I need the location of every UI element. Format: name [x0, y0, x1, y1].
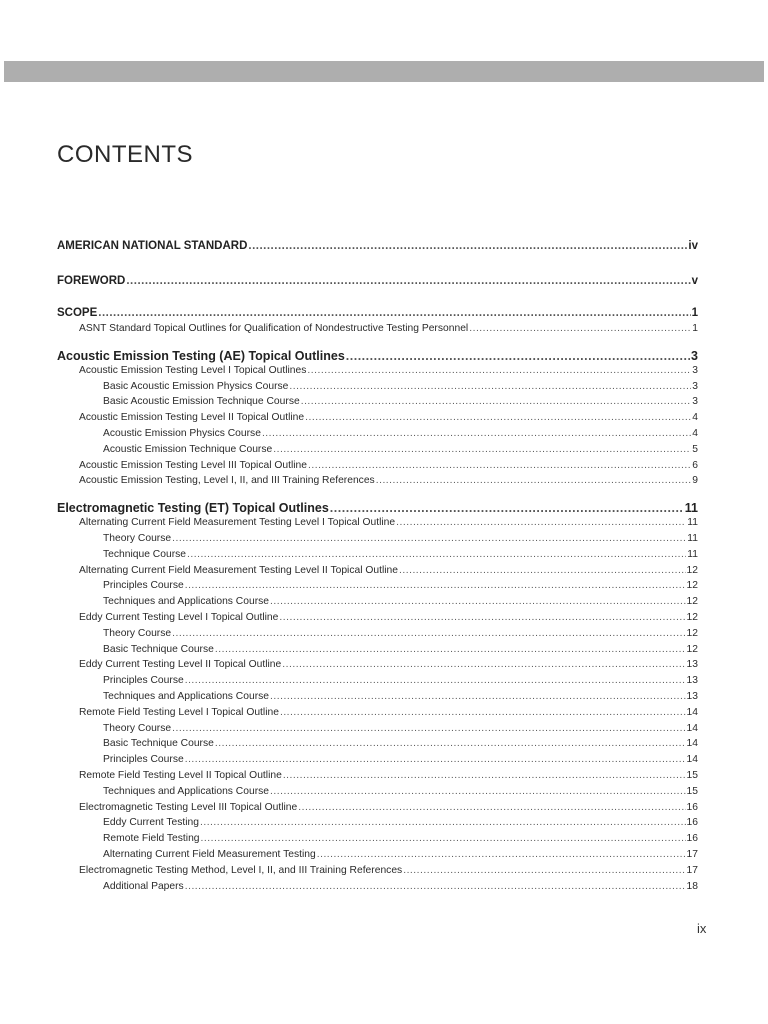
toc-leader-dots	[262, 428, 691, 439]
toc-leader-dots	[279, 612, 685, 623]
toc-entry-title: Alternating Current Field Measurement Testing	[103, 848, 316, 860]
toc-entry[interactable]	[57, 396, 698, 412]
toc-entry-title: Remote Field Testing Level I Topical Outline	[79, 706, 279, 718]
toc-entry-page: 15	[686, 769, 698, 781]
toc-leader-dots	[298, 802, 685, 813]
toc-leader-dots	[305, 412, 691, 423]
toc-leader-dots	[215, 644, 686, 655]
toc-entry[interactable]	[57, 659, 698, 675]
toc-leader-dots	[187, 549, 686, 560]
toc-leader-dots	[270, 596, 686, 607]
toc-leader-dots	[283, 770, 686, 781]
toc-entry[interactable]	[57, 460, 698, 476]
toc-entry-page: 11	[687, 532, 698, 544]
page-number: ix	[697, 921, 707, 936]
toc-entry-page: 4	[692, 412, 698, 424]
toc-leader-dots	[200, 817, 686, 828]
toc-leader-dots	[289, 381, 691, 392]
toc-entry-page: 12	[686, 611, 698, 623]
toc-entry-title: Eddy Current Testing	[103, 817, 199, 829]
toc-leader-dots	[126, 275, 690, 287]
toc-entry-title: Basic Acoustic Emission Technique Course	[103, 396, 300, 408]
toc-leader-dots	[282, 659, 685, 670]
toc-entry-page: 14	[686, 722, 698, 734]
toc-entry[interactable]	[57, 307, 698, 323]
toc-entry-title: Techniques and Applications Course	[103, 690, 270, 702]
toc-entry-page: 12	[686, 643, 698, 655]
toc-entry-title: Theory Course	[103, 722, 172, 734]
toc-entry[interactable]	[57, 580, 698, 596]
toc-entry[interactable]	[57, 565, 698, 581]
toc-entry-page: 6	[692, 459, 698, 471]
header-band	[4, 61, 764, 82]
toc-leader-dots	[215, 738, 686, 749]
toc-entry-page: iv	[688, 240, 698, 252]
toc-entry[interactable]	[57, 802, 698, 818]
toc-entry-title: Remote Field Testing	[103, 833, 200, 845]
toc-entry-title: Acoustic Emission Physics Course	[103, 427, 261, 439]
toc-entry-page: v	[691, 275, 698, 287]
toc-entry-page: 14	[686, 738, 698, 750]
toc-entry[interactable]	[57, 675, 698, 691]
toc-leader-dots	[185, 580, 686, 591]
toc-entry-page: 1	[692, 323, 698, 334]
toc-entry-title: Acoustic Emission Testing Level II Topical Outline	[79, 412, 305, 424]
toc-entry[interactable]	[57, 323, 698, 339]
toc-entry[interactable]	[57, 412, 698, 428]
toc-entry-title: Basic Technique Course	[103, 738, 214, 750]
toc-entry-title: Acoustic Emission Technique Course	[103, 443, 273, 455]
toc-entry[interactable]	[57, 723, 698, 739]
toc-entry-title: Technique Course	[103, 548, 186, 560]
toc-entry-page: 16	[686, 801, 698, 813]
toc-leader-dots	[307, 365, 691, 376]
toc-entry[interactable]	[57, 349, 698, 365]
toc-leader-dots	[185, 881, 686, 892]
toc-entry-title: Acoustic Emission Testing, Level I, II, and III Training References	[79, 475, 375, 487]
toc-entry-title: Techniques and Applications Course	[103, 596, 270, 608]
toc-leader-dots	[201, 833, 686, 844]
page-title: CONTENTS	[57, 141, 193, 168]
toc-entry-page: 18	[686, 880, 698, 892]
toc-entry[interactable]	[57, 691, 698, 707]
table-of-contents	[57, 240, 698, 896]
toc-entry-page: 11	[687, 548, 698, 560]
toc-entry[interactable]	[57, 644, 698, 660]
toc-leader-dots	[270, 691, 686, 702]
toc-leader-dots	[185, 754, 686, 765]
toc-entry-page: 12	[686, 580, 698, 592]
toc-entry-title: Electromagnetic Testing Level III Topical Outline	[79, 801, 298, 813]
toc-entry-page: 12	[686, 596, 698, 608]
toc-entry-page: 12	[686, 627, 698, 639]
toc-entry-title: Techniques and Applications Course	[103, 785, 270, 797]
toc-entry[interactable]	[57, 240, 698, 256]
toc-entry-page: 3	[692, 380, 698, 392]
toc-entry-title: Eddy Current Testing Level II Topical Outline	[79, 659, 282, 671]
toc-entry-title: FOREWORD	[57, 275, 126, 287]
toc-entry-page: 17	[686, 848, 698, 860]
toc-entry[interactable]	[57, 786, 698, 802]
toc-entry[interactable]	[57, 365, 698, 381]
toc-entry[interactable]	[57, 275, 698, 291]
toc-entry[interactable]	[57, 428, 698, 444]
toc-entry-title: Principles Course	[103, 675, 184, 687]
toc-entry-page: 11	[687, 517, 698, 529]
toc-entry-page: 4	[692, 427, 698, 439]
toc-entry-title: Acoustic Emission Testing Level I Topical Outlines	[79, 364, 307, 376]
toc-leader-dots	[172, 628, 685, 639]
toc-leader-dots	[469, 323, 691, 334]
toc-leader-dots	[270, 786, 686, 797]
toc-entry-title: Principles Course	[103, 580, 184, 592]
toc-entry[interactable]	[57, 770, 698, 786]
toc-entry-page: 16	[686, 817, 698, 829]
toc-entry-page: 3	[692, 396, 698, 408]
toc-entry[interactable]	[57, 833, 698, 849]
toc-leader-dots	[330, 501, 684, 515]
toc-leader-dots	[403, 865, 685, 876]
toc-leader-dots	[280, 707, 686, 718]
toc-leader-dots	[346, 349, 690, 363]
toc-entry-page: 16	[686, 833, 698, 845]
toc-entry-page: 9	[692, 475, 698, 487]
toc-entry-title: Basic Acoustic Emission Physics Course	[103, 380, 289, 392]
toc-entry-page: 15	[686, 785, 698, 797]
toc-entry-page: 14	[686, 706, 698, 718]
toc-entry-title: Eddy Current Testing Level I Topical Outline	[79, 611, 279, 623]
toc-entry[interactable]	[57, 381, 698, 397]
toc-leader-dots	[273, 444, 691, 455]
toc-entry-page: 17	[686, 864, 698, 876]
toc-entry-page: 13	[686, 659, 698, 671]
toc-leader-dots	[317, 849, 686, 860]
toc-leader-dots	[172, 533, 686, 544]
toc-entry-title: Theory Course	[103, 532, 172, 544]
toc-entry-page: 14	[686, 754, 698, 766]
toc-entry-page: 1	[691, 307, 698, 319]
toc-leader-dots	[248, 240, 687, 252]
toc-entry[interactable]	[57, 444, 698, 460]
toc-leader-dots	[172, 723, 685, 734]
toc-entry-title: Remote Field Testing Level II Topical Outline	[79, 769, 282, 781]
toc-entry-page: 3	[691, 348, 698, 363]
toc-entry-page: 3	[692, 364, 698, 376]
toc-entry[interactable]	[57, 628, 698, 644]
toc-leader-dots	[396, 517, 686, 528]
toc-leader-dots	[399, 565, 686, 576]
toc-entry-page: 5	[692, 443, 698, 455]
toc-entry[interactable]	[57, 817, 698, 833]
toc-entry-title: Principles Course	[103, 754, 184, 766]
toc-entry-title: ASNT Standard Topical Outlines for Qualification of Nondestructive Testing Personnel	[79, 323, 469, 334]
toc-entry[interactable]	[57, 475, 698, 491]
toc-leader-dots	[301, 396, 692, 407]
toc-entry[interactable]	[57, 517, 698, 533]
toc-entry-page: 11	[684, 501, 698, 516]
toc-entry[interactable]	[57, 596, 698, 612]
toc-entry[interactable]	[57, 865, 698, 881]
toc-entry[interactable]	[57, 707, 698, 723]
toc-entry[interactable]	[57, 533, 698, 549]
toc-entry-title: SCOPE	[57, 307, 98, 319]
toc-entry-title: Additional Papers	[103, 880, 184, 892]
toc-leader-dots	[185, 675, 686, 686]
toc-entry[interactable]	[57, 738, 698, 754]
toc-entry[interactable]	[57, 549, 698, 565]
toc-entry-page: 13	[686, 690, 698, 702]
toc-entry-title: Theory Course	[103, 627, 172, 639]
toc-leader-dots	[98, 307, 690, 319]
toc-entry-title: AMERICAN NATIONAL STANDARD	[57, 240, 248, 252]
toc-entry[interactable]	[57, 881, 698, 897]
toc-leader-dots	[376, 475, 692, 486]
toc-entry-title: Alternating Current Field Measurement Testing Level I Topical Outline	[79, 517, 396, 529]
toc-entry[interactable]	[57, 501, 698, 517]
toc-entry-title: Electromagnetic Testing (ET) Topical Outlines	[57, 501, 329, 516]
toc-entry-title: Alternating Current Field Measurement Testing Level II Topical Outline	[79, 564, 398, 576]
toc-entry-page: 12	[686, 564, 698, 576]
toc-entry[interactable]	[57, 612, 698, 628]
toc-entry-title: Acoustic Emission Testing Level III Topical Outline	[79, 459, 307, 471]
toc-entry-page: 13	[686, 675, 698, 687]
toc-entry-title: Electromagnetic Testing Method, Level I, II, and III Training References	[79, 864, 403, 876]
toc-leader-dots	[308, 460, 691, 471]
toc-entry-title: Basic Technique Course	[103, 643, 214, 655]
toc-entry[interactable]	[57, 754, 698, 770]
toc-entry[interactable]	[57, 849, 698, 865]
toc-entry-title: Acoustic Emission Testing (AE) Topical Outlines	[57, 348, 345, 363]
